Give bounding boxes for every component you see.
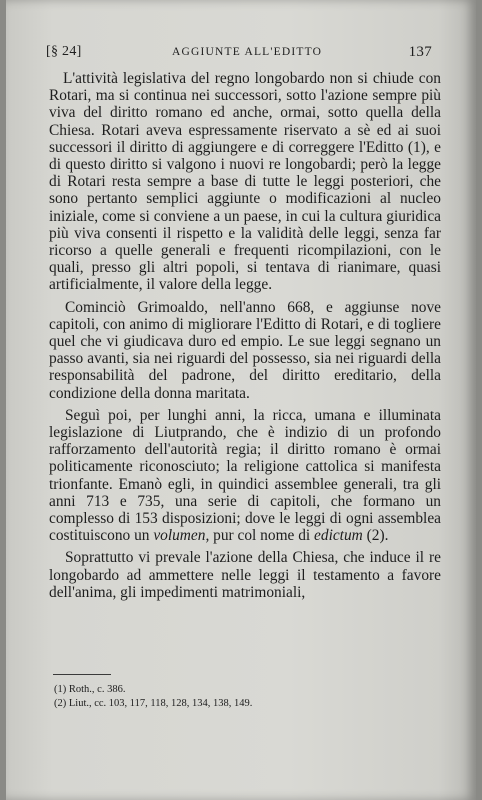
footnotes: [54, 683, 434, 711]
footnote-divider: [53, 674, 111, 675]
paragraph-4: Soprattutto vi prevale l'azione della Chiesa, che induce il re longobardo ad ammettere nelle leggi il testamento a favore dell'anima, gli impedimenti matrimoniali,: [49, 549, 441, 601]
section-reference: [§ 24]: [46, 44, 82, 59]
chapter-title: AGGIUNTE ALL'EDITTO: [172, 46, 323, 58]
paragraph-3: [49, 407, 441, 545]
footnote-1: (1) Roth., c. 386.: [54, 684, 126, 695]
page-number: 137: [408, 44, 432, 60]
paragraph-2: Cominciò Grimoaldo, nell'anno 668, e aggiunse nove capitoli, con animo di migliorare l'Editto di Rotari, e di togliere quel che vi giudicava duro ed empio. Le sue leggi segnano un passo avanti, sia nei riguardi del possesso, sia nei riguardi della responsabilità del padrone, del diritto ereditario, della condizione della donna maritata.: [49, 298, 441, 402]
paragraph-3-text-c: (2).: [362, 527, 389, 545]
book-page: [6, 0, 476, 800]
volumen-term: volumen,: [153, 527, 210, 545]
edictum-term: edictum: [314, 527, 363, 545]
paragraph-1: L'attività legislativa del regno longobardo non si chiude con Rotari, ma si continua nei successori, sotto l'azione sempre più viva del diritto romano ed anche, ormai, sotto quella della Chiesa. Rotari aveva espressamente riservato a sè ed ai suoi successori il diritto di aggiungere e di correggere l'Editto (1), e di questo diritto si valgono i nuovi re longobardi; però la legge di Rotari resta sempre a base di tutte le leggi posteriori, che sono pertanto semplici aggiunte o modificazioni al nucleo iniziale, come si conviene a un paese, in cui la cultura giuridica più viva consenti il rispetto e la validità delle leggi, senza far ricorso a quelle generali e frequenti ricompilazioni, con le quali, presso gli altri popoli, si tentava di rianimare, quasi artificialmente, il valore della legge.: [49, 70, 441, 294]
paragraph-3-text-a: Seguì poi, per lunghi anni, la ricca, umana e illuminata legislazione di Liutprando, che è indizio di un profondo rafforzamento dell'autorità regia; il diritto romano è ormai politicamente riconosciuto; la religione cattolica si manifesta trionfante. Emanò egli, in quindici assemblee generali, tra gli anni 713 e 735, una serie di capitoli, che formano un complesso di 153 disposizioni; dove le leggi di ogni assemblea costituiscono un: [49, 406, 441, 545]
body-text: [49, 70, 441, 606]
running-head: [46, 44, 436, 64]
footnote-2: (2) Liut., cc. 103, 117, 118, 128, 134, 138, 149.: [54, 698, 253, 709]
paragraph-3-text-b: pur col nome di: [209, 527, 315, 545]
